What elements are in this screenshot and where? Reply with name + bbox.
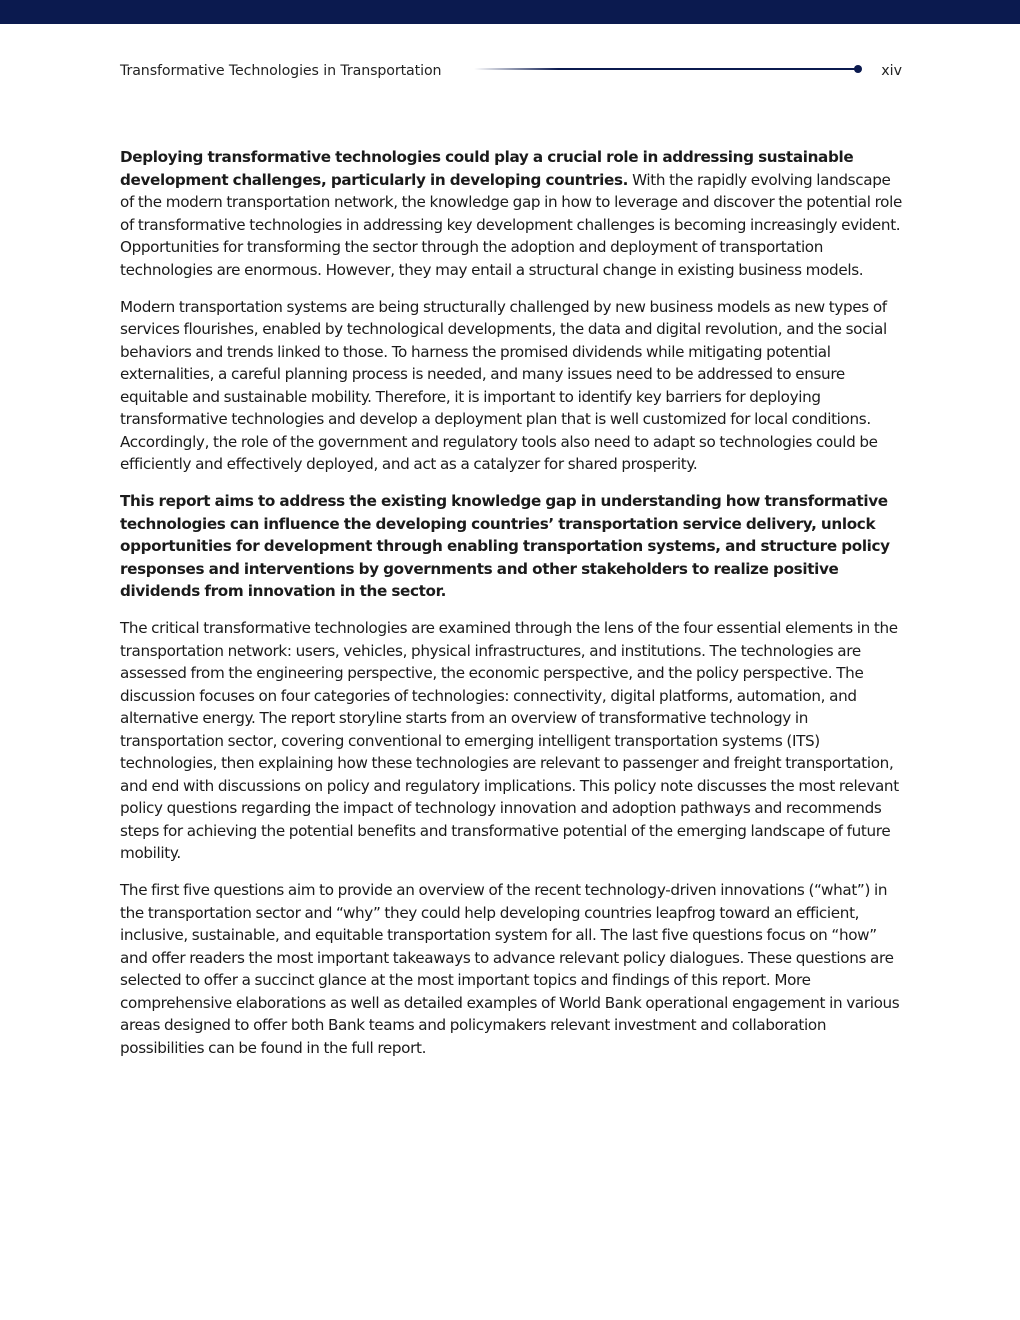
header-rule-dot bbox=[854, 65, 862, 73]
running-header bbox=[120, 60, 902, 82]
paragraph-4: The critical transformative technologies are examined through the lens of the four essential elements in the transportation network: users, vehicles, physical infrastructures, and institutions. The technologies are assessed from the engineering perspective, the economic perspective, and the policy perspective. The discussion focuses on four categories of technologies: connectivity, digital platforms, automation, and alternative energy. The report storyline starts from an overview of transformative technology in transportation sector, covering conventional to emerging intelligent transportation systems (ITS) technologies, then explaining how these technologies are relevant to passenger and freight transportation, and end with discussions on policy and regulatory implications. This policy note discusses the most relevant policy questions regarding the impact of technology innovation and adoption pathways and recommends steps for achieving the potential benefits and transformative potential of the emerging landscape of future mobility. bbox=[120, 619, 899, 862]
top-color-band bbox=[0, 0, 1020, 24]
body-text bbox=[120, 146, 902, 1074]
paragraph-1 bbox=[120, 146, 902, 281]
paragraph-3-bold: This report aims to address the existing knowledge gap in understanding how transformative technologies can influence the developing countries’ transportation service delivery, unlock opportunities for development through enabling transportation systems, and structure policy responses and interventions by governments and other stakeholders to realize positive dividends from innovation in the sector. bbox=[120, 492, 890, 600]
paragraph-2: Modern transportation systems are being structurally challenged by new business models as new types of services flourishes, enabled by technological developments, the data and digital revolution, and the social behaviors and trends linked to those. To harness the promised dividends while mitigating potential externalities, a careful planning process is needed, and many issues need to be addressed to ensure equitable and sustainable mobility. Therefore, it is important to identify key barriers for deploying transformative technologies and develop a deployment plan that is well customized for local conditions. Accordingly, the role of the government and regulatory tools also need to adapt so technologies could be efficiently and effectively deployed, and act as a catalyzer for shared prosperity. bbox=[120, 297, 887, 473]
running-header-title: Transformative Technologies in Transportation bbox=[120, 63, 442, 79]
paragraph-5: The first five questions aim to provide an overview of the recent technology-driven innovations (“what”) in the transportation sector and “why” they could help developing countries leapfrog toward an efficient, inclusive, sustainable, and equitable transportation system for all. The last five questions focus on “how” and offer readers the most important takeaways to advance relevant policy dialogues. These questions are selected to offer a succinct glance at the most important topics and findings of this report. More comprehensive elaborations as well as detailed examples of World Bank operational engagement in various areas designed to offer both Bank teams and policymakers relevant investment and collaboration possibilities can be found in the full report. bbox=[120, 881, 900, 1057]
paragraph-1-body: With the rapidly evolving landscape of the modern transportation network, the knowledge gap in how to leverage and discover the potential role of transformative technologies in addressing key development challenges is becoming increasingly evident. Opportunities for transforming the sector through the adoption and deployment of transportation technologies are enormous. However, they may entail a structural change in existing business models. bbox=[120, 170, 902, 279]
header-rule bbox=[474, 68, 858, 70]
paragraph-1-lead: Deploying transformative technologies could play a crucial role in addressing sustainable development challenges, particularly in developing countries. bbox=[120, 148, 854, 189]
page-number: xiv bbox=[881, 63, 902, 79]
